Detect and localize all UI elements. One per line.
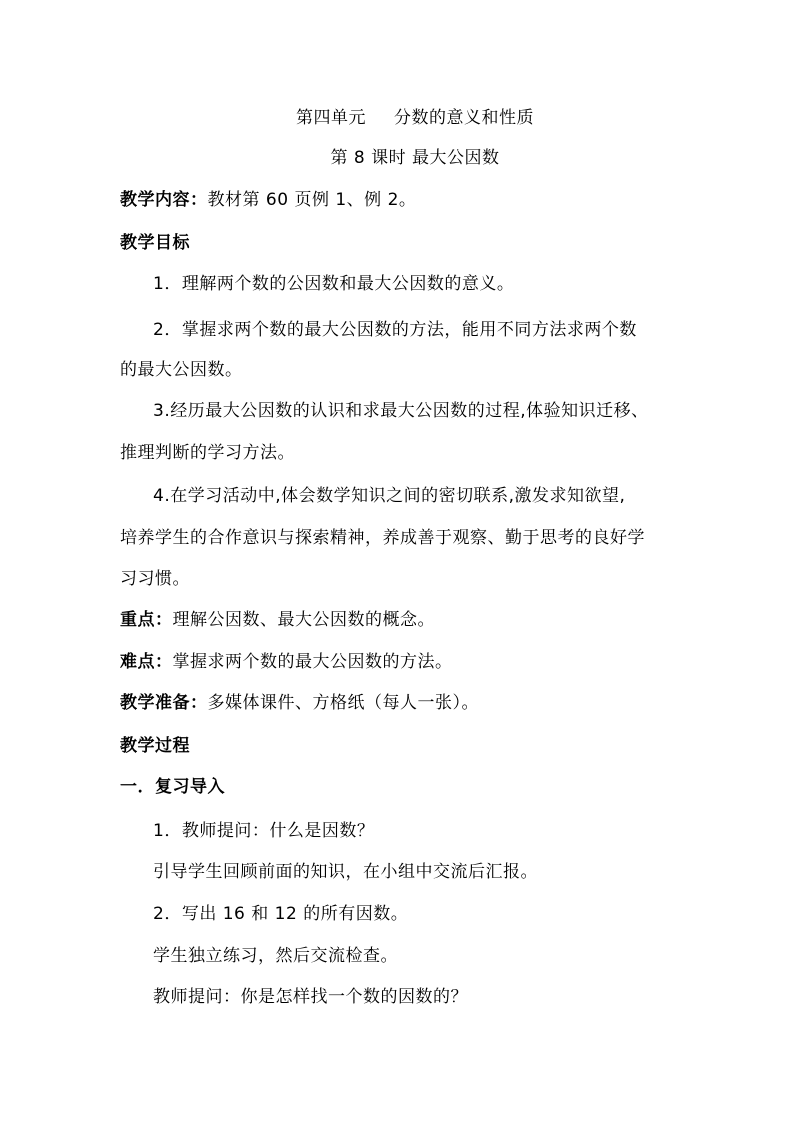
question-1-guide: 引导学生回顾前面的知识，在小组中交流后汇报。 xyxy=(153,862,538,882)
teaching-content-label: 教学内容： xyxy=(120,190,208,210)
objective-3-line-2: 推理判断的学习方法。 xyxy=(120,443,295,463)
lesson-title: 第 8 课时 最大公因数 xyxy=(330,148,500,168)
question-2-guide: 学生独立练习，然后交流检查。 xyxy=(153,946,398,966)
unit-title xyxy=(0,106,794,130)
key-point-label: 重点： xyxy=(120,610,173,630)
objective-2-line-1: 2．掌握求两个数的最大公因数的方法，能用不同方法求两个数 xyxy=(153,320,637,340)
question-3: 教师提问：你是怎样找一个数的因数的？ xyxy=(153,987,468,1007)
key-point-text: 理解公因数、最大公因数的概念。 xyxy=(172,610,435,630)
preparation-label: 教学准备： xyxy=(120,693,208,713)
difficulty-label: 难点： xyxy=(120,652,173,672)
process-heading: 教学过程 xyxy=(120,736,190,756)
objective-4-line-2: 培养学生的合作意识与探索精神，养成善于观察、勤于思考的良好学 xyxy=(120,528,645,548)
question-1: 1．教师提问：什么是因数？ xyxy=(153,821,375,841)
section-review-intro: 一．复习导入 xyxy=(120,777,225,797)
preparation-text: 多媒体课件、方格纸（每人一张）。 xyxy=(207,693,479,713)
key-point xyxy=(120,608,435,632)
objectives-heading: 教学目标 xyxy=(120,233,190,253)
objective-1: 1．理解两个数的公因数和最大公因数的意义。 xyxy=(153,274,515,294)
difficulty-text: 掌握求两个数的最大公因数的方法。 xyxy=(172,652,453,672)
teaching-content xyxy=(120,188,416,212)
objective-3-line-1: 3.经历最大公因数的认识和求最大公因数的过程,体验知识迁移、 xyxy=(153,401,649,421)
objective-2-line-2: 的最大公因数。 xyxy=(120,360,243,380)
difficulty xyxy=(120,650,453,674)
unit-number: 第四单元 xyxy=(296,108,366,128)
objective-4-line-1: 4.在学习活动中,体会数学知识之间的密切联系,激发求知欲望, xyxy=(153,486,626,506)
unit-subject: 分数的意义和性质 xyxy=(394,108,534,128)
teaching-content-text: 教材第 60 页例 1、例 2。 xyxy=(207,190,417,210)
preparation xyxy=(120,691,479,715)
question-2: 2．写出 16 和 12 的所有因数。 xyxy=(153,904,409,924)
objective-4-line-3: 习习惯。 xyxy=(120,569,190,589)
